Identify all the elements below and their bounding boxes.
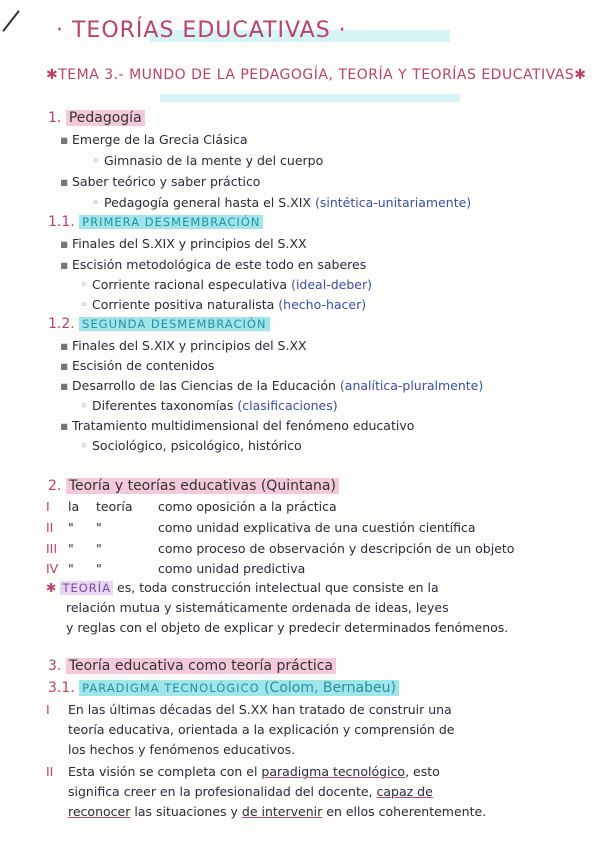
section-3-1-heading: 3.1. PARADIGMA TECNOLÓGICO (Colom, Bernabeu): [48, 680, 399, 696]
paragraph-1-line: teoría educativa, orientada a la explicación y comprensión de: [68, 722, 455, 737]
list-item: ▪ Tratamiento multidimensional del fenómeno educativo: [60, 418, 415, 433]
topic-subtitle: ✱TEMA 3.- MUNDO DE LA PEDAGOGÍA, TEORÍA Y TEORÍAS EDUCATIVAS✱: [46, 67, 587, 83]
list-item: ◦ Pedagogía general hasta el S.XIX (sintética-unitariamente): [92, 195, 472, 210]
theory-definition-line: relación mutua y sistemáticamente ordenada de ideas, leyes: [66, 600, 449, 615]
paragraph-2: II Esta visión se completa con el paradigma tecnológico, esto: [46, 764, 440, 779]
list-item: ▪ Emerge de la Grecia Clásica: [60, 132, 248, 147]
list-item: ◦ Gimnasio de la mente y del cuerpo: [92, 153, 324, 168]
paragraph-1: I En las últimas décadas del S.XX han tratado de construir una: [46, 702, 452, 717]
list-item: ◦ Sociológico, psicológico, histórico: [80, 438, 302, 453]
list-item: ▪ Finales del S.XIX y principios del S.XX: [60, 338, 307, 353]
theory-row: II " " como unidad explicativa de una cuestión científica: [46, 520, 476, 535]
list-item: ▪ Saber teórico y saber práctico: [60, 174, 261, 189]
section-1-1-heading: 1.1. PRIMERA DESMEMBRACIÓN: [48, 214, 263, 230]
list-item: ◦ Corriente racional especulativa (ideal-deber): [80, 277, 372, 292]
paragraph-1-line: los hechos y fenómenos educativos.: [68, 742, 296, 757]
list-item: ▪ Finales del S.XIX y principios del S.XX: [60, 236, 307, 251]
paragraph-2-line: significa creer en la profesionalidad del docente, capaz de: [68, 784, 433, 799]
theory-row: IV " " como unidad predictiva: [46, 561, 306, 576]
list-item: ▪ Escisión de contenidos: [60, 358, 215, 373]
list-item: ◦ Diferentes taxonomías (clasificaciones): [80, 398, 338, 413]
section-2-heading: 2. Teoría y teorías educativas (Quintana): [48, 478, 339, 494]
pen-stroke-mark: [2, 10, 20, 32]
theory-row: III " " como proceso de observación y descripción de un objeto: [46, 541, 515, 556]
theory-definition: ✱ TEORÍA es, toda construcción intelectual que consiste en la: [46, 580, 439, 595]
theory-row: I la teoría como oposición a la práctica: [46, 499, 337, 514]
list-item: ▪ Escisión metodológica de este todo en saberes: [60, 257, 367, 272]
list-item: ◦ Corriente positiva naturalista (hecho-hacer): [80, 297, 367, 312]
list-item: ▪ Desarrollo de las Ciencias de la Educación (analítica-pluralmente): [60, 378, 484, 393]
page-title: · TEORÍAS EDUCATIVAS ·: [56, 18, 347, 43]
subtitle-highlight: [160, 94, 460, 102]
paragraph-2-line: reconocer las situaciones y de intervenir en ellos coherentemente.: [68, 804, 487, 819]
section-3-heading: 3. Teoría educativa como teoría práctica: [48, 658, 336, 674]
section-1-2-heading: 1.2. SEGUNDA DESMEMBRACIÓN: [48, 316, 270, 332]
section-1-heading: 1. Pedagogía: [48, 110, 145, 126]
theory-definition-line: y reglas con el objeto de explicar y predecir determinados fenómenos.: [66, 620, 509, 635]
